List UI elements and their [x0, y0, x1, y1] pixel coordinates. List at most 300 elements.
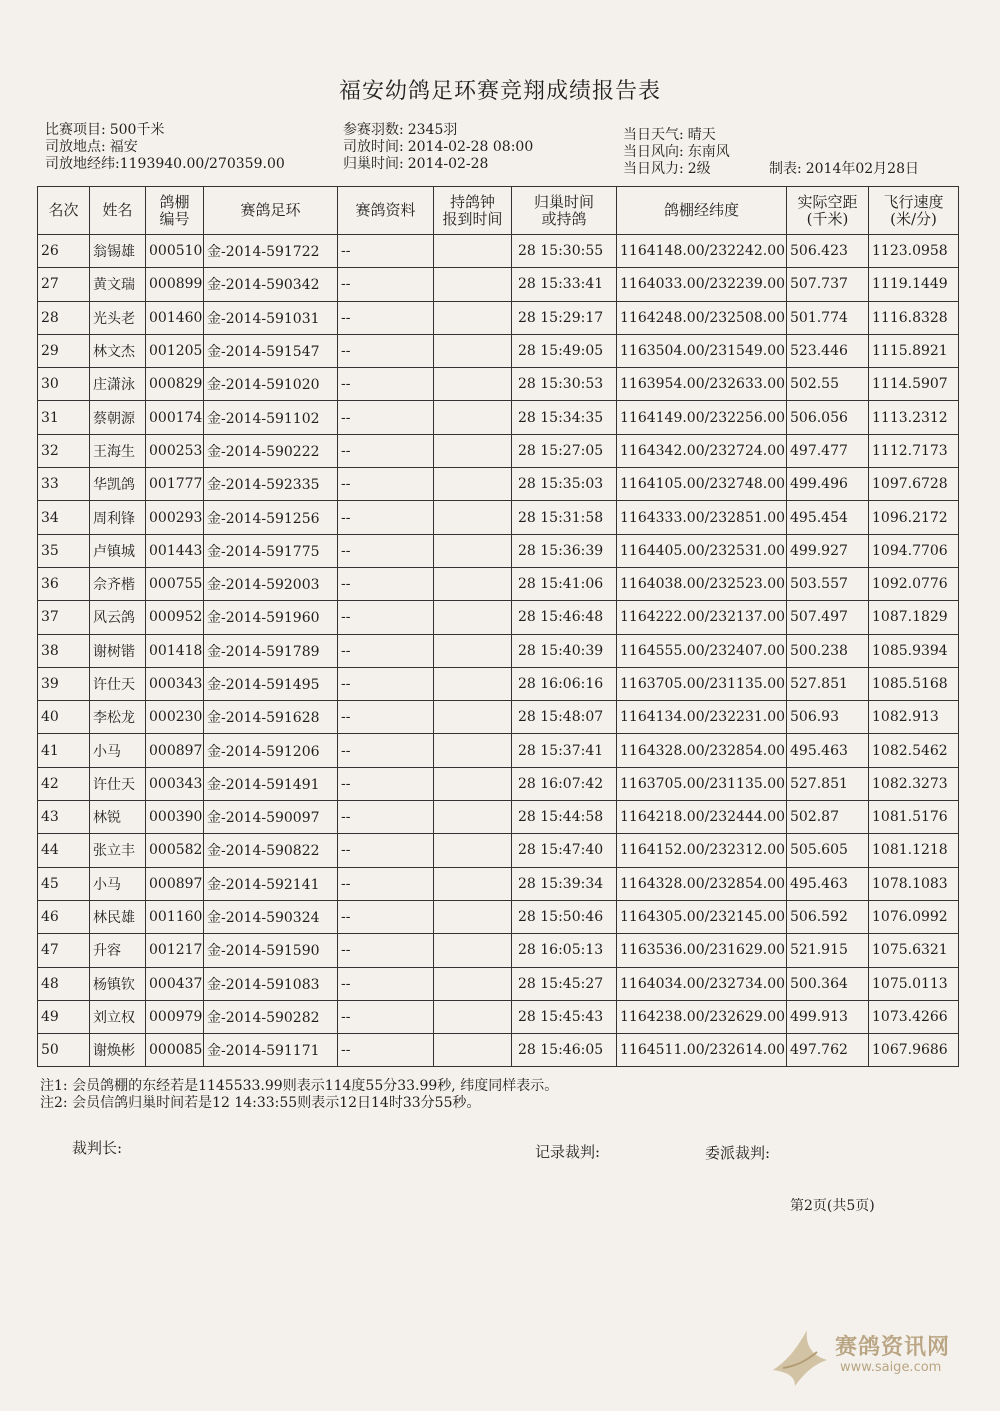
cell-speed: 1085.9394	[869, 634, 959, 667]
cell-name: 光头老	[90, 301, 146, 334]
cell-speed: 1092.0776	[869, 567, 959, 600]
info-wind-force	[623, 161, 711, 177]
info-event-value: 500千米	[109, 122, 165, 138]
cell-clock-time	[434, 468, 512, 501]
cell-name: 佘齐楷	[90, 567, 146, 600]
watermark-text: 赛鸽资讯网	[835, 1335, 951, 1360]
cell-ring: 金-2014-591590	[204, 934, 338, 967]
cell-info: --	[338, 767, 434, 800]
cell-arrival-time: 28 15:46:05	[512, 1034, 617, 1067]
cell-loft-coord: 1164149.00/232256.00	[617, 401, 787, 434]
cell-name: 黄文瑞	[90, 268, 146, 301]
cell-arrival-time: 28 15:45:27	[512, 967, 617, 1000]
cell-name: 小马	[90, 734, 146, 767]
cell-arrival-time: 28 15:29:17	[512, 301, 617, 334]
info-release-place-value: 福安	[109, 139, 138, 155]
cell-ring: 金-2014-591020	[204, 368, 338, 401]
table-body	[38, 235, 959, 1067]
cell-loft-no: 000390	[146, 801, 204, 834]
cell-clock-time	[434, 767, 512, 800]
cell-clock-time	[434, 867, 512, 900]
cell-speed: 1075.0113	[869, 967, 959, 1000]
cell-ring: 金-2014-591628	[204, 701, 338, 734]
header-clock	[434, 187, 512, 235]
header-distance-line2: (千米)	[806, 209, 849, 228]
table-row	[38, 534, 959, 567]
cell-loft-no: 001160	[146, 900, 204, 933]
header-speed	[869, 187, 959, 235]
table-row	[38, 468, 959, 501]
cell-rank: 27	[38, 268, 90, 301]
cell-arrival-time: 28 15:30:55	[512, 235, 617, 268]
cell-name: 蔡朝源	[90, 401, 146, 434]
cell-arrival-time: 28 15:45:43	[512, 1000, 617, 1033]
cell-loft-coord: 1164511.00/232614.00	[617, 1034, 787, 1067]
cell-name: 林锐	[90, 801, 146, 834]
table-header-row	[38, 187, 959, 235]
cell-loft-no: 000897	[146, 734, 204, 767]
info-event-label: 比赛项目:	[45, 122, 106, 138]
header-ring: 赛鸽足环	[204, 187, 338, 235]
header-coord: 鸽棚经纬度	[617, 187, 787, 235]
cell-loft-coord: 1164034.00/232734.00	[617, 967, 787, 1000]
cell-loft-no: 000085	[146, 1034, 204, 1067]
cell-loft-no: 000510	[146, 235, 204, 268]
cell-loft-no: 000899	[146, 268, 204, 301]
cell-info: --	[338, 434, 434, 467]
cell-loft-no: 000293	[146, 501, 204, 534]
header-loft-no-line2: 编号	[159, 209, 190, 228]
cell-distance: 500.238	[787, 634, 869, 667]
table-row	[38, 834, 959, 867]
cell-distance: 505.605	[787, 834, 869, 867]
cell-clock-time	[434, 268, 512, 301]
cell-ring: 金-2014-591547	[204, 334, 338, 367]
cell-speed: 1075.6321	[869, 934, 959, 967]
table-row	[38, 967, 959, 1000]
cell-clock-time	[434, 368, 512, 401]
cell-ring: 金-2014-591171	[204, 1034, 338, 1067]
cell-clock-time	[434, 501, 512, 534]
cell-clock-time	[434, 934, 512, 967]
cell-rank: 43	[38, 801, 90, 834]
cell-info: --	[338, 368, 434, 401]
cell-info: --	[338, 501, 434, 534]
cell-name: 许仕天	[90, 667, 146, 700]
cell-rank: 34	[38, 501, 90, 534]
cell-loft-coord: 1164328.00/232854.00	[617, 734, 787, 767]
cell-distance: 499.913	[787, 1000, 869, 1033]
cell-ring: 金-2014-591722	[204, 235, 338, 268]
header-name: 姓名	[90, 187, 146, 235]
info-release-coord-label: 司放地经纬:	[45, 156, 120, 172]
cell-arrival-time: 28 16:07:42	[512, 767, 617, 800]
cell-name: 谢焕彬	[90, 1034, 146, 1067]
table-row	[38, 268, 959, 301]
cell-rank: 41	[38, 734, 90, 767]
cell-name: 卢镇城	[90, 534, 146, 567]
cell-rank: 48	[38, 967, 90, 1000]
cell-clock-time	[434, 667, 512, 700]
cell-arrival-time: 28 15:36:39	[512, 534, 617, 567]
table-row	[38, 801, 959, 834]
cell-rank: 36	[38, 567, 90, 600]
cell-ring: 金-2014-591102	[204, 401, 338, 434]
info-return-time	[343, 156, 488, 172]
table-row	[38, 368, 959, 401]
cell-distance: 507.497	[787, 601, 869, 634]
cell-distance: 497.477	[787, 434, 869, 467]
cell-clock-time	[434, 235, 512, 268]
cell-distance: 506.592	[787, 900, 869, 933]
cell-loft-coord: 1164218.00/232444.00	[617, 801, 787, 834]
info-made	[769, 161, 919, 177]
cell-loft-coord: 1164148.00/232242.00	[617, 235, 787, 268]
cell-distance: 527.851	[787, 667, 869, 700]
cell-clock-time	[434, 1034, 512, 1067]
cell-speed: 1094.7706	[869, 534, 959, 567]
header-clock-line2: 报到时间	[442, 209, 503, 228]
cell-speed: 1082.3273	[869, 767, 959, 800]
cell-loft-coord: 1164238.00/232629.00	[617, 1000, 787, 1033]
cell-loft-coord: 1164333.00/232851.00	[617, 501, 787, 534]
cell-distance: 499.927	[787, 534, 869, 567]
cell-rank: 37	[38, 601, 90, 634]
cell-arrival-time: 28 15:48:07	[512, 701, 617, 734]
header-distance-line1: 实际空距	[797, 192, 858, 211]
cell-loft-coord: 1163705.00/231135.00	[617, 667, 787, 700]
cell-speed: 1073.4266	[869, 1000, 959, 1033]
cell-loft-coord: 1164555.00/232407.00	[617, 634, 787, 667]
cell-clock-time	[434, 401, 512, 434]
cell-distance: 495.454	[787, 501, 869, 534]
info-entries-label: 参赛羽数:	[343, 122, 404, 138]
cell-arrival-time: 28 15:33:41	[512, 268, 617, 301]
cell-name: 庄潇泳	[90, 368, 146, 401]
header-clock-line1: 持鸽钟	[449, 192, 495, 211]
header-speed-line1: 飞行速度	[883, 192, 944, 211]
cell-info: --	[338, 701, 434, 734]
cell-rank: 46	[38, 900, 90, 933]
cell-clock-time	[434, 734, 512, 767]
info-weather	[623, 127, 716, 143]
header-arrival	[512, 187, 617, 235]
cell-arrival-time: 28 15:49:05	[512, 334, 617, 367]
cell-rank: 35	[38, 534, 90, 567]
cell-info: --	[338, 601, 434, 634]
cell-loft-no: 000253	[146, 434, 204, 467]
info-entries-value: 2345羽	[407, 122, 458, 138]
cell-clock-time	[434, 701, 512, 734]
cell-info: --	[338, 401, 434, 434]
info-release-time-value: 2014-02-28 08:00	[407, 139, 534, 155]
cell-arrival-time: 28 15:47:40	[512, 834, 617, 867]
table-row	[38, 701, 959, 734]
cell-distance: 501.774	[787, 301, 869, 334]
cell-clock-time	[434, 301, 512, 334]
cell-info: --	[338, 301, 434, 334]
cell-name: 谢树锴	[90, 634, 146, 667]
cell-clock-time	[434, 534, 512, 567]
cell-rank: 39	[38, 667, 90, 700]
cell-loft-coord: 1163954.00/232633.00	[617, 368, 787, 401]
cell-loft-no: 000755	[146, 567, 204, 600]
cell-speed: 1119.1449	[869, 268, 959, 301]
info-release-place-label: 司放地点:	[45, 139, 106, 155]
cell-distance: 527.851	[787, 767, 869, 800]
info-release-place	[45, 139, 138, 155]
cell-distance: 503.557	[787, 567, 869, 600]
report-title: 福安幼鸽足环赛竞翔成绩报告表	[338, 79, 661, 104]
cell-info: --	[338, 235, 434, 268]
info-wind-force-label: 当日风力:	[623, 161, 684, 177]
table-row	[38, 734, 959, 767]
cell-loft-no: 000174	[146, 401, 204, 434]
cell-info: --	[338, 634, 434, 667]
sign-recorder: 记录裁判:	[535, 1143, 601, 1161]
cell-rank: 32	[38, 434, 90, 467]
table-row	[38, 900, 959, 933]
cell-name: 王海生	[90, 434, 146, 467]
header-loft-no	[146, 187, 204, 235]
cell-speed: 1112.7173	[869, 434, 959, 467]
cell-rank: 38	[38, 634, 90, 667]
cell-loft-coord: 1164328.00/232854.00	[617, 867, 787, 900]
table-row	[38, 1034, 959, 1067]
table-row	[38, 334, 959, 367]
cell-name: 刘立权	[90, 1000, 146, 1033]
cell-distance: 506.93	[787, 701, 869, 734]
cell-rank: 33	[38, 468, 90, 501]
cell-loft-no: 000343	[146, 667, 204, 700]
cell-info: --	[338, 900, 434, 933]
table-row	[38, 867, 959, 900]
cell-rank: 30	[38, 368, 90, 401]
cell-loft-no: 001460	[146, 301, 204, 334]
watermark-url: www.saige.com	[840, 1360, 942, 1375]
header-rank: 名次	[38, 187, 90, 235]
cell-name: 林文杰	[90, 334, 146, 367]
info-wind-force-value: 2级	[687, 161, 711, 177]
sign-chief-referee: 裁判长:	[72, 1139, 123, 1157]
table-row	[38, 401, 959, 434]
cell-ring: 金-2014-591495	[204, 667, 338, 700]
cell-info: --	[338, 801, 434, 834]
cell-info: --	[338, 834, 434, 867]
cell-arrival-time: 28 15:41:06	[512, 567, 617, 600]
cell-speed: 1113.2312	[869, 401, 959, 434]
cell-info: --	[338, 734, 434, 767]
cell-arrival-time: 28 15:44:58	[512, 801, 617, 834]
cell-loft-coord: 1164152.00/232312.00	[617, 834, 787, 867]
cell-rank: 29	[38, 334, 90, 367]
cell-speed: 1096.2172	[869, 501, 959, 534]
cell-arrival-time: 28 15:35:03	[512, 468, 617, 501]
header-arrival-line1: 归巢时间	[533, 192, 594, 211]
cell-arrival-time: 28 16:05:13	[512, 934, 617, 967]
cell-speed: 1123.0958	[869, 235, 959, 268]
cell-ring: 金-2014-590342	[204, 268, 338, 301]
cell-ring: 金-2014-591775	[204, 534, 338, 567]
cell-info: --	[338, 967, 434, 1000]
cell-distance: 502.55	[787, 368, 869, 401]
cell-arrival-time: 28 15:37:41	[512, 734, 617, 767]
cell-arrival-time: 28 15:50:46	[512, 900, 617, 933]
table-row	[38, 601, 959, 634]
header-arrival-line2: 或持鸽	[541, 209, 587, 228]
cell-speed: 1067.9686	[869, 1034, 959, 1067]
cell-loft-coord: 1163504.00/231549.00	[617, 334, 787, 367]
cell-rank: 50	[38, 1034, 90, 1067]
table-row	[38, 235, 959, 268]
table-row	[38, 434, 959, 467]
cell-loft-coord: 1164033.00/232239.00	[617, 268, 787, 301]
info-return-time-value: 2014-02-28	[407, 156, 489, 172]
watermark-logo	[765, 1322, 965, 1392]
cell-speed: 1082.5462	[869, 734, 959, 767]
pigeon-logo-icon	[765, 1322, 835, 1392]
cell-ring: 金-2014-592003	[204, 567, 338, 600]
info-release-time	[343, 139, 533, 155]
info-wind-dir-value: 东南风	[687, 144, 730, 160]
header-loft-no-line1: 鸽棚	[159, 192, 190, 211]
cell-ring: 金-2014-590282	[204, 1000, 338, 1033]
cell-distance: 495.463	[787, 867, 869, 900]
cell-speed: 1085.5168	[869, 667, 959, 700]
info-event	[45, 122, 164, 138]
table-row	[38, 501, 959, 534]
cell-ring: 金-2014-592141	[204, 867, 338, 900]
cell-rank: 47	[38, 934, 90, 967]
cell-loft-no: 000897	[146, 867, 204, 900]
cell-name: 李松龙	[90, 701, 146, 734]
cell-rank: 26	[38, 235, 90, 268]
cell-clock-time	[434, 834, 512, 867]
cell-ring: 金-2014-590097	[204, 801, 338, 834]
cell-clock-time	[434, 434, 512, 467]
cell-loft-coord: 1163536.00/231629.00	[617, 934, 787, 967]
cell-loft-coord: 1164038.00/232523.00	[617, 567, 787, 600]
cell-arrival-time: 28 15:31:58	[512, 501, 617, 534]
cell-rank: 28	[38, 301, 90, 334]
cell-info: --	[338, 1000, 434, 1033]
cell-loft-no: 000230	[146, 701, 204, 734]
info-release-time-label: 司放时间:	[343, 139, 404, 155]
info-weather-label: 当日天气:	[623, 127, 684, 143]
note-1: 注1: 会员鸽棚的东经若是1145533.99则表示114度55分33.99秒, 纬度同样表示。	[40, 1078, 559, 1094]
cell-distance: 523.446	[787, 334, 869, 367]
header-info: 赛鸽资料	[338, 187, 434, 235]
cell-ring: 金-2014-591256	[204, 501, 338, 534]
cell-arrival-time: 28 16:06:16	[512, 667, 617, 700]
cell-speed: 1114.5907	[869, 368, 959, 401]
cell-loft-no: 000343	[146, 767, 204, 800]
cell-ring: 金-2014-591491	[204, 767, 338, 800]
cell-clock-time	[434, 801, 512, 834]
cell-loft-coord: 1164248.00/232508.00	[617, 301, 787, 334]
cell-speed: 1081.5176	[869, 801, 959, 834]
cell-distance: 521.915	[787, 934, 869, 967]
cell-rank: 45	[38, 867, 90, 900]
cell-loft-coord: 1164305.00/232145.00	[617, 900, 787, 933]
cell-arrival-time: 28 15:30:53	[512, 368, 617, 401]
info-made-label: 制表:	[769, 161, 802, 177]
table-row	[38, 667, 959, 700]
cell-rank: 40	[38, 701, 90, 734]
cell-arrival-time: 28 15:40:39	[512, 634, 617, 667]
cell-name: 华凯鸽	[90, 468, 146, 501]
cell-info: --	[338, 667, 434, 700]
cell-distance: 506.056	[787, 401, 869, 434]
sign-delegate: 委派裁判:	[705, 1144, 771, 1162]
info-wind-dir	[623, 144, 730, 160]
cell-ring: 金-2014-591083	[204, 967, 338, 1000]
table-row	[38, 567, 959, 600]
cell-loft-no: 000952	[146, 601, 204, 634]
cell-speed: 1087.1829	[869, 601, 959, 634]
cell-speed: 1082.913	[869, 701, 959, 734]
cell-distance: 507.737	[787, 268, 869, 301]
cell-info: --	[338, 468, 434, 501]
cell-arrival-time: 28 15:34:35	[512, 401, 617, 434]
cell-loft-no: 000437	[146, 967, 204, 1000]
info-return-time-label: 归巢时间:	[343, 156, 404, 172]
cell-info: --	[338, 334, 434, 367]
table-row	[38, 1000, 959, 1033]
cell-loft-no: 001777	[146, 468, 204, 501]
cell-loft-no: 000582	[146, 834, 204, 867]
cell-name: 风云鸽	[90, 601, 146, 634]
table-row	[38, 934, 959, 967]
cell-clock-time	[434, 601, 512, 634]
cell-loft-coord: 1164134.00/232231.00	[617, 701, 787, 734]
cell-speed: 1078.1083	[869, 867, 959, 900]
cell-name: 小马	[90, 867, 146, 900]
cell-clock-time	[434, 967, 512, 1000]
cell-distance: 495.463	[787, 734, 869, 767]
info-release-coord-value: 1193940.00/270359.00	[119, 156, 285, 172]
cell-clock-time	[434, 900, 512, 933]
cell-ring: 金-2014-591031	[204, 301, 338, 334]
cell-speed: 1081.1218	[869, 834, 959, 867]
info-entries	[343, 122, 457, 138]
cell-loft-coord: 1164405.00/232531.00	[617, 534, 787, 567]
cell-distance: 506.423	[787, 235, 869, 268]
cell-ring: 金-2014-591789	[204, 634, 338, 667]
cell-arrival-time: 28 15:46:48	[512, 601, 617, 634]
cell-clock-time	[434, 567, 512, 600]
table-row	[38, 634, 959, 667]
page-indicator: 第2页(共5页)	[790, 1198, 875, 1214]
cell-speed: 1115.8921	[869, 334, 959, 367]
cell-loft-no: 001418	[146, 634, 204, 667]
cell-distance: 497.762	[787, 1034, 869, 1067]
cell-info: --	[338, 567, 434, 600]
cell-rank: 42	[38, 767, 90, 800]
header-speed-line2: (米/分)	[890, 209, 937, 228]
cell-rank: 49	[38, 1000, 90, 1033]
cell-loft-no: 001205	[146, 334, 204, 367]
cell-name: 许仕天	[90, 767, 146, 800]
cell-loft-no: 001217	[146, 934, 204, 967]
cell-rank: 44	[38, 834, 90, 867]
cell-rank: 31	[38, 401, 90, 434]
cell-loft-no: 000979	[146, 1000, 204, 1033]
header-distance	[787, 187, 869, 235]
cell-ring: 金-2014-591960	[204, 601, 338, 634]
cell-arrival-time: 28 15:39:34	[512, 867, 617, 900]
cell-name: 林民雄	[90, 900, 146, 933]
